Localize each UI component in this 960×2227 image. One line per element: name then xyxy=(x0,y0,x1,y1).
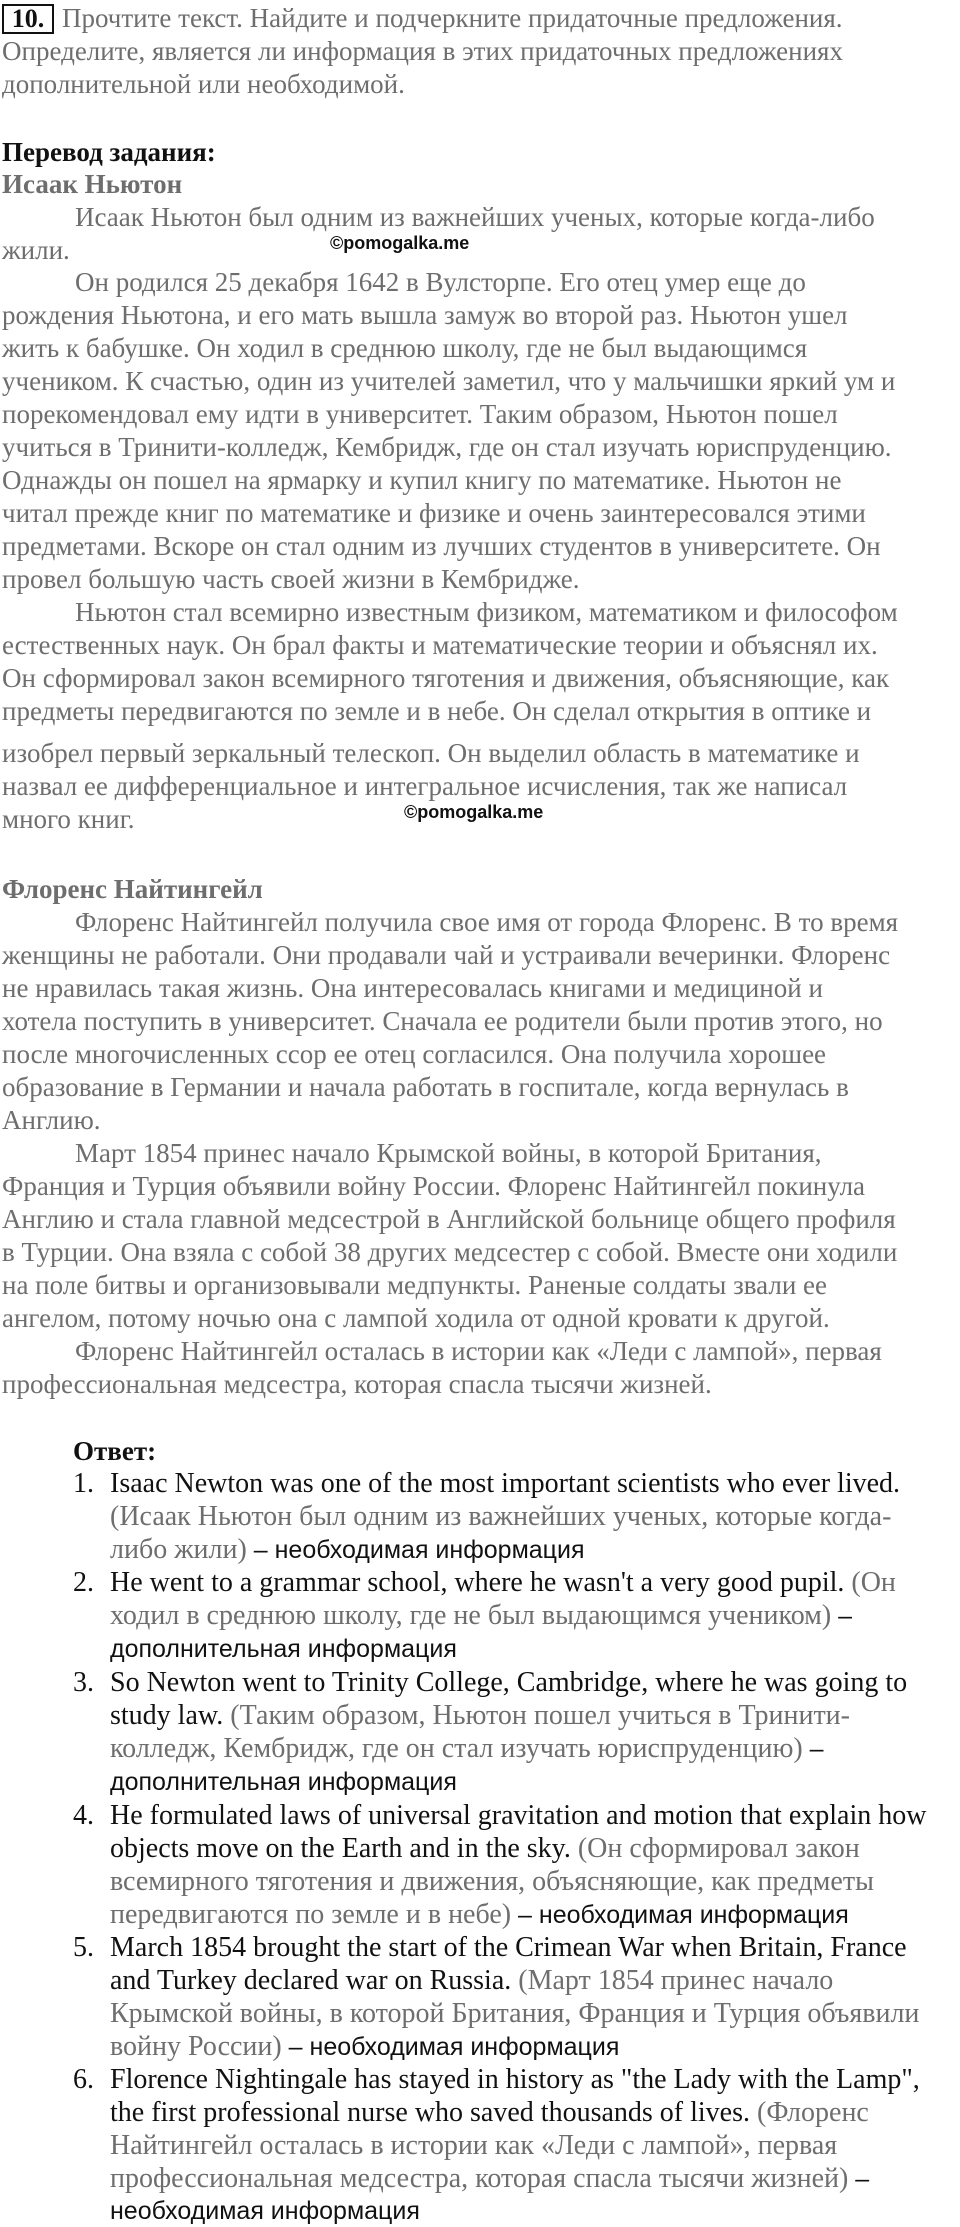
answer-item-line xyxy=(110,2030,619,2064)
answer-item-translation: (Он xyxy=(844,1567,896,1598)
answer-item-translation: колледж, Кембридж, где он стал изучать юриспруденцию) xyxy=(110,1733,803,1764)
answer-item-number: 1. xyxy=(73,1468,94,1499)
answer-item-verdict: дополнительная информация xyxy=(110,1635,457,1663)
newton-line: Он сформировал закон всемирного тяготения и движения, объясняющие, как xyxy=(2,663,890,693)
newton-line: предметы передвигаются по земле и в небе. Он сделал открытия в оптике и xyxy=(2,696,872,726)
nightingale-line: Флоренс Найтингейл осталась в истории как «Леди с лампой», первая xyxy=(75,1336,882,1366)
answer-item-line xyxy=(110,1699,850,1732)
newton-line: Ньютон стал всемирно известным физиком, математиком и философом xyxy=(75,597,898,627)
newton-line: естественных наук. Он брал факты и математические теории и объяснял их. xyxy=(2,630,878,660)
answer-item-line xyxy=(110,1533,585,1567)
newton-line: назвал ее дифференциальное и интегральное исчисления, так же написал xyxy=(2,771,848,801)
answer-item-line xyxy=(110,2096,869,2129)
answer-item-translation: Крымской войны, в которой Британия, Франция и Турция объявили xyxy=(110,1998,920,2029)
newton-line: читал прежде книг по математике и физике и очень заинтересовался этими xyxy=(2,498,866,528)
newton-line: много книг. xyxy=(2,804,135,834)
answer-item-line xyxy=(110,1566,896,1599)
answer-item-english: March 1854 brought the start of the Crimean War when Britain, France xyxy=(110,1932,907,1963)
answer-item-line xyxy=(110,1599,852,1633)
answer-heading: Ответ: xyxy=(73,1436,157,1466)
newton-line: учеником. К счастью, один из учителей заметил, что у мальчишки яркий ум и xyxy=(2,366,896,396)
nightingale-line: на поле битвы и организовывали медпункты. Раненые солдаты звали ее xyxy=(2,1270,827,1300)
answer-item-translation: ходил в среднюю школу, где не был выдающимся учеником) xyxy=(110,1600,832,1631)
answer-item-line xyxy=(110,1898,849,1932)
nightingale-line: после многочисленных ссор ее отец согласился. Она получила хорошее xyxy=(2,1039,827,1069)
answer-item-line xyxy=(110,2162,869,2196)
newton-line: жили. xyxy=(2,235,70,265)
newton-line: жить к бабушке. Он ходил в среднюю школу, где не был выдающимся xyxy=(2,333,808,363)
newton-line: рождения Ньютона, и его мать вышла замуж во второй раз. Ньютон ушел xyxy=(2,300,848,330)
answer-item-verdict: – xyxy=(802,1735,824,1763)
answer-item-verdict: – необходимая информация xyxy=(511,1901,849,1929)
answer-item-number: 2. xyxy=(73,1567,94,1598)
answer-item-translation: (Он сформировал закон xyxy=(570,1833,860,1864)
answer-item-english: study law. xyxy=(110,1700,224,1731)
answer-item-translation: всемирного тяготения и движения, объясняющие, как предметы xyxy=(110,1866,874,1897)
answer-item-number: 5. xyxy=(73,1932,94,1963)
answer-item-english: the first professional nurse who saved thousands of lives. xyxy=(110,2097,750,2128)
watermark-text: ©pomogalka.me xyxy=(404,802,544,822)
newton-line: изобрел первый зеркальный телескоп. Он выделил область в математике и xyxy=(2,738,860,768)
answer-item-english: So Newton went to Trinity College, Cambridge, where he was going to xyxy=(110,1667,908,1698)
answer-item-number: 6. xyxy=(73,2064,94,2095)
task-number-box: 10. xyxy=(2,4,54,34)
answer-item-english: Isaac Newton was one of the most important scientists who ever lived. xyxy=(110,1468,901,1499)
answer-item-verdict: – xyxy=(848,2165,870,2193)
answer-item-number: 3. xyxy=(73,1667,94,1698)
nightingale-line: хотела поступить в университет. Сначала ее родители были против этого, но xyxy=(2,1006,883,1036)
newton-line: провел большую часть своей жизни в Кембридже. xyxy=(2,564,580,594)
answer-item-english: Florence Nightingale has stayed in history as "the Lady with the Lamp", xyxy=(110,2064,920,2095)
answer-item-english: objects move on the Earth and in the sky. xyxy=(110,1833,571,1864)
instruction-line-1: Прочтите текст. Найдите и подчеркните придаточные предложения. xyxy=(62,3,843,33)
answer-item-translation: (Флоренс xyxy=(750,2097,869,2128)
answer-item-verdict: – необходимая информация xyxy=(281,2033,620,2061)
answer-item-translation: (Исаак Ньютон был одним из важнейших ученых, которые когда- xyxy=(110,1501,892,1532)
answer-item-english: He formulated laws of universal gravitation and motion that explain how xyxy=(110,1800,927,1831)
answer-item-translation: профессиональная медсестра, которая спасла тысячи жизней) xyxy=(110,2163,849,2194)
nightingale-line: Англию и стала главной медсестрой в Английской больнице общего профиля xyxy=(2,1204,896,1234)
instruction-line-3: дополнительной или необходимой. xyxy=(2,69,405,99)
answer-item-translation: (Март 1854 принес начало xyxy=(511,1965,834,1996)
nightingale-title: Флоренс Найтингейл xyxy=(2,874,263,904)
nightingale-line: образование в Германии и начала работать в госпитале, когда вернулась в xyxy=(2,1072,849,1102)
watermark-text: ©pomogalka.me xyxy=(330,233,470,253)
instruction-line-2: Определите, является ли информация в этих придаточных предложениях xyxy=(2,36,843,66)
answer-item-verdict: – xyxy=(831,1602,853,1630)
newton-line: Он родился 25 декабря 1642 в Вулсторпе. Его отец умер еще до xyxy=(75,267,806,297)
answer-item-verdict: – необходимая информация xyxy=(246,1536,585,1564)
answer-item-translation: либо жили) xyxy=(110,1534,247,1565)
newton-line: порекомендовал ему идти в университет. Таким образом, Ньютон пошел xyxy=(2,399,838,429)
answer-item-translation: войну России) xyxy=(110,2031,282,2062)
nightingale-line: Франция и Турция объявили войну России. Флоренс Найтингейл покинула xyxy=(2,1171,866,1201)
newton-line: Однажды он пошел на ярмарку и купил книгу по математике. Ньютон не xyxy=(2,465,842,495)
nightingale-line: Англию. xyxy=(2,1105,101,1135)
answer-item-line xyxy=(110,1832,860,1865)
newton-line: Исаак Ньютон был одним из важнейших ученых, которые когда-либо xyxy=(75,202,875,232)
nightingale-line: Флоренс Найтингейл получила свое имя от города Флоренс. В то время xyxy=(75,907,899,937)
answer-item-line xyxy=(110,1732,824,1766)
nightingale-line: не нравилась такая жизнь. Она интересовалась книгами и медициной и xyxy=(2,973,823,1003)
answer-item-translation: Найтингейл осталась в истории как «Леди с лампой», первая xyxy=(110,2130,838,2161)
nightingale-line: в Турции. Она взяла с собой 38 других медсестер с собой. Вместе они ходили xyxy=(2,1237,898,1267)
nightingale-line: ангелом, потому ночью она с лампой ходила от одной кровати к другой. xyxy=(2,1303,830,1333)
answer-item-english: He went to a grammar school, where he wasn't a very good pupil. xyxy=(110,1567,845,1598)
nightingale-line: женщины не работали. Они продавали чай и устраивали вечеринки. Флоренс xyxy=(2,940,891,970)
newton-title: Исаак Ньютон xyxy=(2,169,183,199)
answer-item-translation: передвигаются по земле и в небе) xyxy=(110,1899,512,1930)
answer-item-line xyxy=(110,1964,833,1997)
translation-heading: Перевод задания: xyxy=(2,137,216,167)
nightingale-line: профессиональная медсестра, которая спасла тысячи жизней. xyxy=(2,1369,712,1399)
answer-item-translation: (Таким образом, Ньютон пошел учиться в Тринити- xyxy=(223,1700,850,1731)
answer-item-verdict: дополнительная информация xyxy=(110,1768,457,1796)
answer-item-verdict: необходимая информация xyxy=(110,2197,420,2225)
newton-line: учиться в Тринити-колледж, Кембридж, где он стал изучать юриспруденцию. xyxy=(2,432,892,462)
answer-item-number: 4. xyxy=(73,1800,94,1831)
answer-item-english: and Turkey declared war on Russia. xyxy=(110,1965,512,1996)
newton-line: предметами. Вскоре он стал одним из лучших студентов в университете. Он xyxy=(2,531,881,561)
nightingale-line: Март 1854 принес начало Крымской войны, в которой Британия, xyxy=(75,1138,822,1168)
